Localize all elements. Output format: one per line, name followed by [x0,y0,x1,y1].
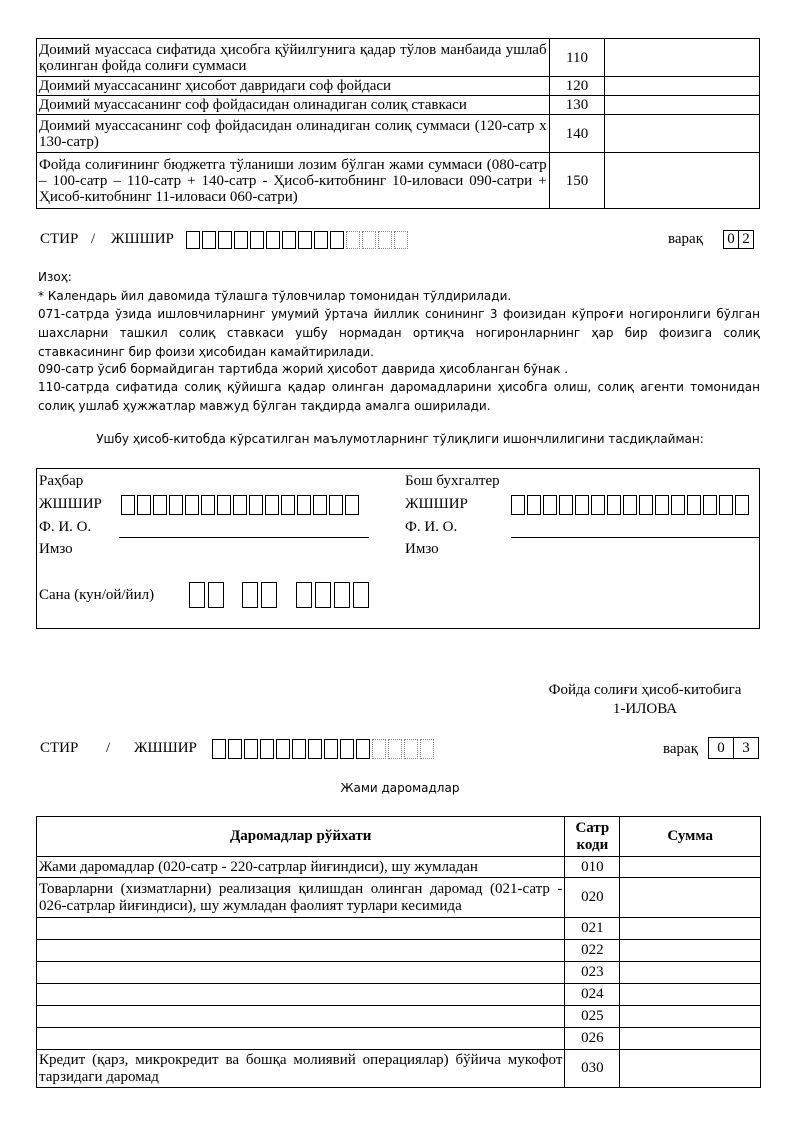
table-row [37,984,761,1006]
stir-input-cells[interactable] [186,231,410,249]
varaq-label: варақ [668,231,703,247]
table-row [37,39,760,77]
input-cell[interactable] [719,495,733,515]
input-cell[interactable] [137,495,151,515]
input-cell[interactable] [292,739,306,759]
input-cell[interactable] [687,495,701,515]
note-line: 110-сатрда сифатида солиқ қўйишга қадар олинган даромадларини ҳисобга олиш, солиқ агенти томонидан солиқ ушлаб ҳужжатлар мавжуд бўлган тақдирда амалга оширилади. [38,380,760,413]
row-code: 030 [565,1050,620,1088]
table-row [37,878,761,918]
date-month-cells[interactable] [242,582,280,608]
row-description: Доимий муассасанинг соф фойдасидан олинадиган солиқ суммаси (120-сатр х 130-сатр) [37,115,550,153]
page-digit: 3 [733,737,759,759]
sum-field[interactable] [605,77,760,96]
input-cell[interactable] [372,739,386,759]
input-cell[interactable] [394,231,408,249]
jshshir-label: ЖШШИР [134,740,197,756]
sum-field[interactable] [605,96,760,115]
input-cell[interactable] [218,231,232,249]
input-cell[interactable] [234,231,248,249]
input-cell[interactable] [261,582,277,608]
accountant-fio-line[interactable] [511,537,759,538]
director-label: Раҳбар [39,473,84,489]
table-row [37,96,760,115]
input-cell[interactable] [244,739,258,759]
accountant-fio-label: Ф. И. О. [405,519,458,535]
sum-field[interactable] [605,115,760,153]
appendix-caption [520,681,770,719]
input-cell[interactable] [282,231,296,249]
header-row-code: Сатр коди [565,817,620,857]
input-cell[interactable] [511,495,525,515]
input-cell[interactable] [420,739,434,759]
table-row [37,1050,761,1088]
table-row [37,940,761,962]
table-row [37,77,760,96]
stir-input-cells[interactable] [212,739,436,759]
notes-title: Изоҳ: [38,270,72,284]
row-description: Доимий муассаса сифатида ҳисобга қўйилгунига қадар тўлов манбаида ушлаб қолинган фойда солиғи суммаси [37,39,550,77]
input-cell[interactable] [276,739,290,759]
note-line: 090-сатр ўсиб бормайдиган тартибда жорий ҳисобот даврида ҳисобланган бўнак . [38,362,569,376]
input-cell[interactable] [217,495,231,515]
table-row [37,153,760,209]
table-row [37,115,760,153]
table-row [37,1028,761,1050]
input-cell[interactable] [233,495,247,515]
input-cell[interactable] [353,582,369,608]
input-cell[interactable] [345,495,359,515]
input-cell[interactable] [242,582,258,608]
row-code: 026 [565,1028,620,1050]
confirmation-text: Ушбу ҳисоб-китобда кўрсатилган маълумотларнинг тўлиқлиги ишончлилигини тасдиқлайман: [96,432,704,446]
header-sum: Сумма [620,817,761,857]
input-cell[interactable] [671,495,685,515]
varaq-label: варақ [663,741,698,757]
page-digit: 0 [723,230,739,249]
input-cell[interactable] [356,739,370,759]
sum-field[interactable] [620,857,761,878]
sum-field[interactable] [605,39,760,77]
row-code: 022 [565,940,620,962]
input-cell[interactable] [185,495,199,515]
row-description: Товарларни (хизматларни) реализация қилишдан олинган даромад (021-сатр - 026-сатрлар йиғиндиси), шу жумладан фаолият турлари кесимида [37,878,565,918]
stir-label: СТИР [40,740,79,756]
input-cell[interactable] [153,495,167,515]
row-code: 120 [549,77,605,96]
slash: / [91,231,96,247]
note-line: * Календарь йил давомида тўлашга тўловчилар томонидан тўлдирилади. [38,289,512,303]
input-cell[interactable] [315,582,331,608]
input-cell[interactable] [346,231,360,249]
director-fio-label: Ф. И. О. [39,519,92,535]
income-table [36,816,761,1088]
row-description: Доимий муассасанинг ҳисобот давридаги соф фойдаси [37,77,550,96]
row-code: 010 [565,857,620,878]
input-cell[interactable] [559,495,573,515]
input-cell[interactable] [121,495,135,515]
input-cell[interactable] [208,582,224,608]
sum-field[interactable] [620,878,761,918]
sum-field[interactable] [620,1028,761,1050]
slash: / [106,740,111,756]
page-digit: 0 [708,737,734,759]
row-code: 140 [549,115,605,153]
accountant-jshshir-label: ЖШШИР [405,496,468,512]
accountant-signature-label: Имзо [405,541,439,557]
director-signature-label: Имзо [39,541,73,557]
input-cell[interactable] [388,739,402,759]
appendix-line1: Фойда солиғи ҳисоб-китобига [548,682,742,698]
sum-field[interactable] [620,1050,761,1088]
row-description: Кредит (қарз, микрокредит ва бошқа молиявий операциялар) бўйича мукофот тарзидаги даромад [37,1050,565,1088]
director-fio-line[interactable] [119,537,369,538]
row-code: 023 [565,962,620,984]
input-cell[interactable] [591,495,605,515]
input-cell[interactable] [575,495,589,515]
input-cell[interactable] [297,495,311,515]
row-code: 024 [565,984,620,1006]
input-cell[interactable] [250,231,264,249]
page-number [708,737,759,759]
table-row [37,918,761,940]
input-cell[interactable] [266,231,280,249]
input-cell[interactable] [249,495,263,515]
header-income-list: Даромадлар рўйхати [37,817,565,857]
row-code: 020 [565,878,620,918]
input-cell[interactable] [362,231,376,249]
section-title: Жами даромадлар [340,781,460,795]
row-description[interactable] [37,984,565,1006]
input-cell[interactable] [329,495,343,515]
signature-section [36,468,760,629]
row-description[interactable] [37,918,565,940]
row-description: Жами даромадлар (020-сатр - 220-сатрлар йиғиндиси), шу жумладан [37,857,565,878]
input-cell[interactable] [296,582,312,608]
table-row [37,962,761,984]
input-cell[interactable] [313,495,327,515]
input-cell[interactable] [169,495,183,515]
input-cell[interactable] [607,495,621,515]
row-code: 110 [549,39,605,77]
stir-label: СТИР [40,231,79,247]
row-description[interactable] [37,962,565,984]
date-label: Сана (кун/ой/йил) [39,587,155,603]
input-cell[interactable] [314,231,328,249]
input-cell[interactable] [189,582,205,608]
appendix-line2: 1-ИЛОВА [612,701,678,717]
input-cell[interactable] [265,495,279,515]
input-cell[interactable] [298,231,312,249]
table-row [37,857,761,878]
row-code: 025 [565,1006,620,1028]
input-cell[interactable] [655,495,669,515]
input-cell[interactable] [201,495,215,515]
input-cell[interactable] [281,495,295,515]
sum-field[interactable] [620,1006,761,1028]
input-cell[interactable] [404,739,418,759]
input-cell[interactable] [212,739,226,759]
row-code: 130 [549,96,605,115]
input-cell[interactable] [308,739,322,759]
input-cell[interactable] [186,231,200,249]
row-description[interactable] [37,940,565,962]
input-cell[interactable] [334,582,350,608]
sum-field[interactable] [620,918,761,940]
input-cell[interactable] [378,231,392,249]
input-cell[interactable] [735,495,749,515]
table-header-row [37,817,761,857]
sum-field[interactable] [605,153,760,209]
page-digit: 2 [738,230,754,249]
accountant-jshshir-cells[interactable] [511,495,751,515]
sum-field[interactable] [620,940,761,962]
table-row [37,1006,761,1028]
accountant-label: Бош бухгалтер [405,473,500,489]
input-cell[interactable] [202,231,216,249]
input-cell[interactable] [324,739,338,759]
input-cell[interactable] [543,495,557,515]
input-cell[interactable] [330,231,344,249]
input-cell[interactable] [623,495,637,515]
date-year-cells[interactable] [296,582,372,608]
director-jshshir-cells[interactable] [121,495,361,515]
row-code: 021 [565,918,620,940]
director-jshshir-label: ЖШШИР [39,496,102,512]
input-cell[interactable] [639,495,653,515]
sum-field[interactable] [620,962,761,984]
input-cell[interactable] [703,495,717,515]
input-cell[interactable] [527,495,541,515]
row-code: 150 [549,153,605,209]
top-table [36,38,760,209]
row-description: Доимий муассасанинг соф фойдасидан олинадиган солиқ ставкаси [37,96,550,115]
input-cell[interactable] [260,739,274,759]
row-description[interactable] [37,1006,565,1028]
row-description: Фойда солиғининг бюджетга тўланиши лозим бўлган жами суммаси (080-сатр – 100-сатр – 110-сатр + 140-сатр - Ҳисоб-китобнинг 10-иловаси 090-сатри + Ҳисоб-китобнинг 11-иловаси 060-сатри) [37,153,550,209]
page-number [723,230,754,249]
input-cell[interactable] [340,739,354,759]
date-day-cells[interactable] [189,582,227,608]
note-line: 071-сатрда ўзида ишловчиларнинг умумий ўртача йиллик сонининг 3 фоизидан кўпроғи ногиронлиги бўлган шахсларни ташкил солиқ ставкаси ушбу нормадан ортиқча ногиронларнинг ҳар бир фоизига солиқ ставкасининг бир фоизи ҳисобидан камайтирилади. [38,307,760,359]
row-description[interactable] [37,1028,565,1050]
sum-field[interactable] [620,984,761,1006]
jshshir-label: ЖШШИР [111,231,174,247]
input-cell[interactable] [228,739,242,759]
